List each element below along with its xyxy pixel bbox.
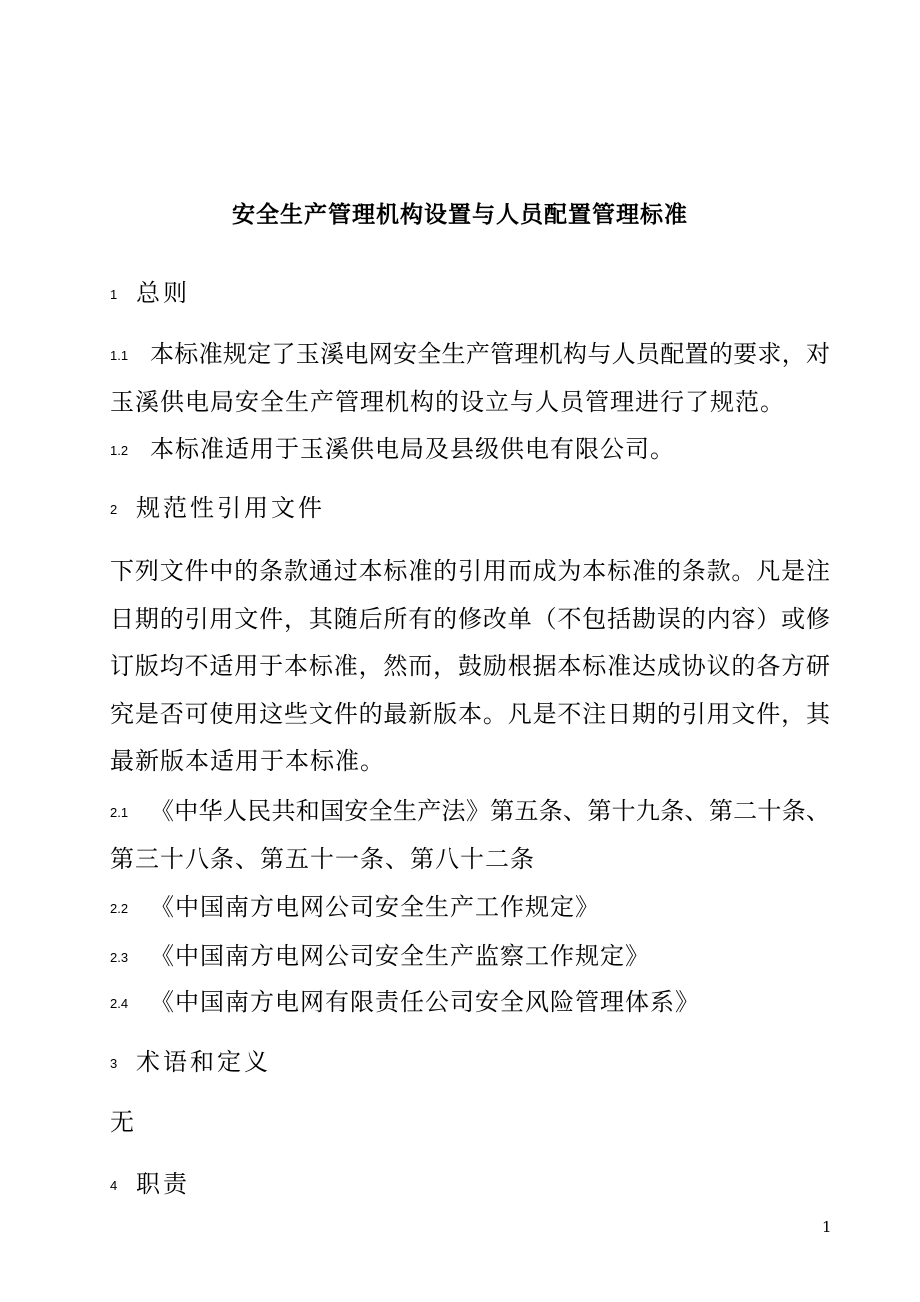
section-heading: 总则 (136, 279, 190, 307)
clause-text: 《中国南方电网公司安全生产工作规定》 (150, 893, 600, 921)
document-title: 安全生产管理机构设置与人员配置管理标准 (232, 201, 688, 228)
section-number: 3 (110, 1056, 118, 1071)
section-number: 1 (110, 287, 118, 302)
clause-number: 1.2 (110, 443, 129, 458)
clause-number: 2.3 (110, 950, 129, 965)
paragraph-line: 究是否可使用这些文件的最新版本。凡是不注日期的引用文件，其 (110, 700, 830, 728)
section-number: 2 (110, 502, 118, 517)
page-number: 1 (822, 1218, 832, 1236)
section-number: 4 (110, 1178, 118, 1193)
clause-text: 玉溪供电局安全生产管理机构的设立与人员管理进行了规范。 (110, 388, 785, 416)
clause-text: 《中国南方电网公司安全生产监察工作规定》 (150, 942, 650, 970)
clause-text: 《中国南方电网有限责任公司安全风险管理体系》 (150, 988, 700, 1016)
clause-number: 2.2 (110, 901, 129, 916)
section-body: 无 (110, 1108, 134, 1136)
paragraph-line: 日期的引用文件，其随后所有的修改单（不包括勘误的内容）或修 (110, 605, 830, 633)
paragraph-line: 下列文件中的条款通过本标准的引用而成为本标准的条款。凡是注 (110, 557, 830, 585)
section-heading: 规范性引用文件 (136, 494, 325, 522)
section-heading: 术语和定义 (136, 1048, 271, 1076)
paragraph-line: 最新版本适用于本标准。 (110, 747, 385, 775)
clause-text: 本标准规定了玉溪电网安全生产管理机构与人员配置的要求，对 (150, 340, 830, 368)
clause-text: 《中华人民共和国安全生产法》第五条、第十九条、第二十条、 (150, 797, 830, 825)
paragraph-line: 订版均不适用于本标准，然而，鼓励根据本标准达成协议的各方研 (110, 652, 830, 680)
clause-text: 第三十八条、第五十一条、第八十二条 (110, 845, 535, 873)
clause-number: 2.1 (110, 805, 129, 820)
clause-number: 2.4 (110, 996, 129, 1011)
clause-text: 本标准适用于玉溪供电局及县级供电有限公司。 (150, 435, 675, 463)
clause-number: 1.1 (110, 348, 129, 363)
section-heading: 职责 (136, 1170, 190, 1198)
